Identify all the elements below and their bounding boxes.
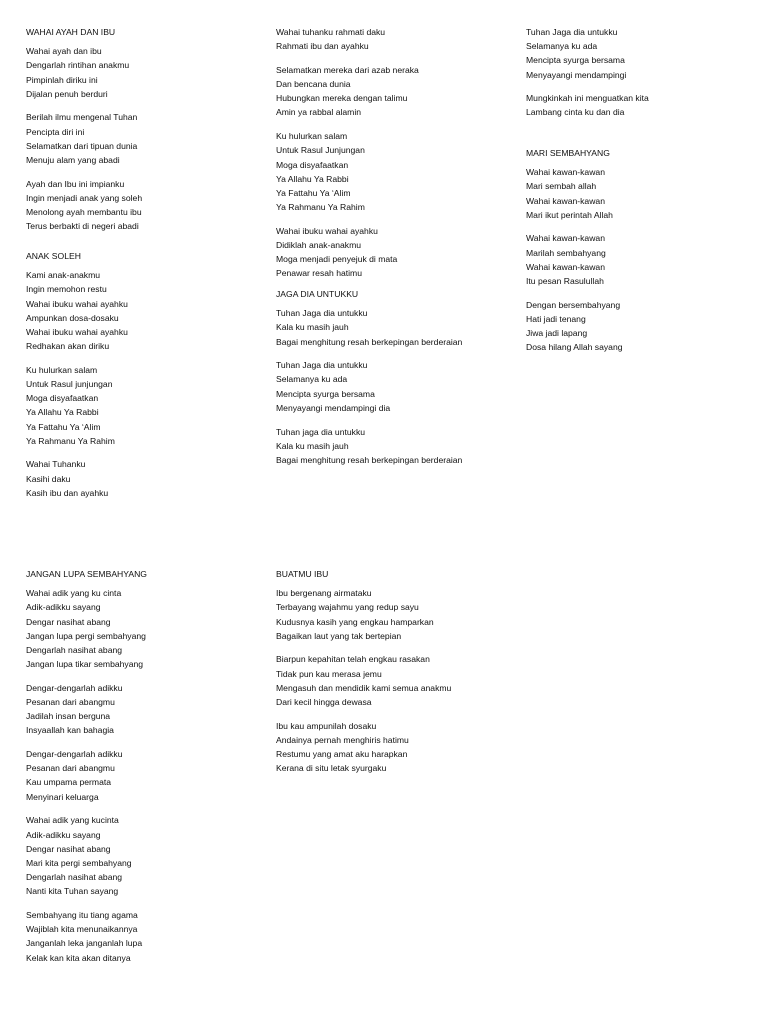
lyric-line: Selamatkan mereka dari azab neraka: [276, 64, 419, 75]
lyric-line: Selamanya ku ada: [526, 41, 598, 52]
lyric-line: Wahai ibuku wahai ayahku: [276, 225, 378, 236]
lyric-line: Didiklah anak-anakmu: [276, 239, 362, 250]
section-wahai-tuhanku: [276, 25, 419, 290]
stanza: [276, 129, 419, 214]
stanza: [276, 224, 419, 281]
lyric-line: Berilah ilmu mengenal Tuhan: [26, 112, 138, 123]
section-title: JAGA DIA UNTUKKU: [276, 289, 359, 299]
section-tuhan-jaga-dia: [526, 25, 649, 129]
lyric-line: Ingin memohon restu: [26, 284, 107, 295]
lyric-line: Penawar resah hatimu: [276, 268, 362, 279]
lyric-line: Biarpun kepahitan telah engkau rasakan: [276, 654, 430, 665]
lyric-line: Jiwa jadi lapang: [526, 328, 588, 339]
lyric-line: Ya Allahu Ya Rabbi: [26, 407, 99, 418]
lyric-line: Mencipta syurga bersama: [276, 388, 375, 399]
lyric-line: Terbayang wajahmu yang redup sayu: [276, 602, 419, 613]
stanza: [26, 908, 147, 965]
lyric-line: Dosa hilang Allah sayang: [526, 342, 623, 353]
lyric-line: Marilah sembahyang: [526, 247, 606, 258]
lyric-line: Kasih ibu dan ayahku: [26, 487, 109, 498]
lyric-line: Wahai kawan-kawan: [526, 167, 605, 178]
stanza: [526, 25, 649, 82]
lyric-line: Selamatkan dari tipuan dunia: [26, 140, 138, 151]
lyric-line: Tuhan Jaga dia untukku: [276, 360, 368, 371]
lyric-line: Jangan lupa tikar sembahyang: [26, 659, 144, 670]
stanza: [526, 231, 623, 288]
lyric-line: Insyaallah kan bahagia: [26, 725, 114, 736]
lyric-line: Ya Fattahu Ya ‘Alim: [26, 421, 101, 432]
lyric-line: Pencipta diri ini: [26, 126, 85, 137]
stanza: [26, 177, 142, 234]
lyric-line: Mari sembah allah: [526, 181, 597, 192]
lyric-line: Kala ku masih jauh: [276, 322, 349, 333]
lyric-line: Terus berbakti di negeri abadi: [26, 221, 139, 232]
stanza: [276, 25, 419, 53]
lyric-line: Menyinari keluarga: [26, 791, 99, 802]
lyric-line: Wahai ayah dan ibu: [26, 46, 102, 57]
stanza: [26, 747, 147, 804]
section-title: MARI SEMBAHYANG: [526, 148, 610, 158]
lyric-line: Dengarlah rintihan anakmu: [26, 60, 130, 71]
lyric-line: Pesanan dari abangmu: [26, 763, 115, 774]
stanza: [276, 425, 462, 468]
stanza: [26, 586, 147, 671]
stanza: [26, 813, 147, 898]
stanza: [26, 681, 147, 738]
lyric-line: Dengar nasihat abang: [26, 843, 111, 854]
lyric-line: Jadilah insan berguna: [26, 711, 111, 722]
lyric-line: Tuhan Jaga dia untukku: [276, 308, 368, 319]
stanza: [26, 110, 142, 167]
lyric-line: Wahai ibuku wahai ayahku: [26, 298, 128, 309]
section-title: WAHAI AYAH DAN IBU: [26, 27, 116, 37]
lyric-line: Wahai ibuku wahai ayahku: [26, 326, 128, 337]
lyric-line: Mari ikut perintah Allah: [526, 209, 613, 220]
lyric-line: Moga disyafaatkan: [26, 393, 99, 404]
lyric-line: Ayah dan Ibu ini impianku: [26, 178, 125, 189]
lyric-line: Wahai kawan-kawan: [526, 233, 605, 244]
section-jangan-lupa-sembahyang: [26, 567, 147, 974]
lyric-line: Ku hulurkan salam: [276, 131, 348, 142]
lyric-line: Ya Allahu Ya Rabbi: [276, 173, 349, 184]
lyric-line: Wahai kawan-kawan: [526, 195, 605, 206]
section-title: JANGAN LUPA SEMBAHYANG: [26, 569, 147, 579]
lyric-line: Selamanya ku ada: [276, 374, 348, 385]
section-jaga-dia-untukku: [276, 287, 462, 477]
stanza: [26, 363, 128, 448]
lyric-line: Kasihi daku: [26, 473, 71, 484]
lyric-line: Kudusnya kasih yang engkau hamparkan: [276, 616, 434, 627]
lyric-line: Dengar-dengarlah adikku: [26, 749, 123, 760]
lyric-line: Ya Fattahu Ya ‘Alim: [276, 187, 351, 198]
stanza: [276, 652, 451, 709]
lyric-line: Amin ya rabbal alamin: [276, 107, 362, 118]
lyric-line: Mungkinkah ini menguatkan kita: [526, 93, 649, 104]
lyric-line: Untuk Rasul junjungan: [26, 379, 113, 389]
stanza: [276, 586, 451, 643]
lyric-line: Ku hulurkan salam: [26, 364, 98, 375]
section-buatmu-ibu: [276, 567, 451, 785]
lyric-line: Bagaikan laut yang tak bertepian: [276, 630, 402, 641]
lyric-line: Hati jadi tenang: [526, 313, 586, 324]
lyric-line: Adik-adikku sayang: [26, 602, 101, 613]
stanza: [26, 44, 142, 101]
lyric-line: Rahmati ibu dan ayahku: [276, 41, 369, 52]
lyric-line: Dan bencana dunia: [276, 79, 351, 90]
lyric-line: Ibu bergenang airmataku: [276, 588, 372, 599]
lyric-line: Mengasuh dan mendidik kami semua anakmu: [276, 682, 452, 693]
lyric-line: Ya Rahmanu Ya Rahim: [26, 435, 115, 446]
lyric-line: Pimpinlah diriku ini: [26, 74, 98, 85]
lyric-line: Dengarlah nasihat abang: [26, 872, 123, 883]
lyric-line: Menolong ayah membantu ibu: [26, 207, 142, 218]
lyric-line: Wahai tuhanku rahmati daku: [276, 27, 386, 37]
lyric-line: Tidak pun kau merasa jemu: [276, 668, 382, 679]
lyric-line: Janganlah leka janganlah lupa: [26, 938, 143, 949]
lyric-line: Adik-adikku sayang: [26, 829, 101, 840]
lyric-line: Dengarlah nasihat abang: [26, 644, 123, 655]
lyric-line: Sembahyang itu tiang agama: [26, 909, 138, 920]
lyric-line: Wahai adik yang kucinta: [26, 815, 119, 826]
stanza: [526, 298, 623, 355]
lyric-line: Kau umpama permata: [26, 777, 112, 788]
lyric-line: Tuhan Jaga dia untukku: [526, 27, 618, 37]
lyric-line: Ya Rahmanu Ya Rahim: [276, 202, 365, 213]
stanza: [276, 358, 462, 415]
lyric-line: Ibu kau ampunilah dosaku: [276, 720, 377, 731]
lyric-line: Lambang cinta ku dan dia: [526, 107, 625, 118]
section-title: BUATMU IBU: [276, 569, 329, 579]
lyric-line: Wajiblah kita menunaikannya: [26, 924, 138, 935]
lyric-line: Dari kecil hingga dewasa: [276, 697, 372, 707]
stanza: [276, 306, 462, 349]
lyric-line: Dijalan penuh berduri: [26, 88, 108, 99]
lyric-line: Kelak kan kita akan ditanya: [26, 952, 131, 963]
stanza: [276, 63, 419, 120]
lyric-line: Nanti kita Tuhan sayang: [26, 886, 119, 897]
stanza: [526, 165, 623, 222]
lyric-line: Itu pesan Rasulullah: [526, 276, 604, 286]
lyric-line: Kerana di situ letak syurgaku: [276, 763, 387, 774]
lyric-line: Moga disyafaatkan: [276, 159, 349, 170]
lyric-line: Ingin menjadi anak yang soleh: [26, 192, 143, 203]
lyric-line: Untuk Rasul Junjungan: [276, 145, 365, 156]
stanza: [26, 268, 128, 353]
lyric-line: Kami anak-anakmu: [26, 270, 101, 281]
lyric-line: Redhakan akan diriku: [26, 341, 110, 352]
lyric-line: Mari kita pergi sembahyang: [26, 857, 132, 868]
lyric-line: Menuju alam yang abadi: [26, 155, 120, 165]
section-anak-soleh: [26, 249, 128, 510]
lyric-line: Wahai kawan-kawan: [526, 261, 605, 272]
lyric-line: Ampunkan dosa-dosaku: [26, 312, 119, 323]
lyric-line: Dengan bersembahyang: [526, 299, 621, 310]
lyric-line: Andainya pernah menghiris hatimu: [276, 734, 409, 745]
lyric-line: Tuhan jaga dia untukku: [276, 426, 366, 437]
section-title: ANAK SOLEH: [26, 251, 81, 261]
section-wahai-ayah-dan-ibu: [26, 25, 142, 243]
stanza: [26, 457, 128, 500]
lyric-line: Bagai menghitung resah berkepingan berderaian: [276, 454, 463, 465]
lyric-line: Hubungkan mereka dengan talimu: [276, 93, 408, 104]
lyric-line: Pesanan dari abangmu: [26, 697, 115, 707]
lyric-line: Wahai adik yang ku cinta: [26, 588, 122, 599]
stanza: [276, 719, 451, 776]
lyric-line: Bagai menghitung resah berkepingan berderaian: [276, 336, 463, 347]
lyric-line: Menyayangi mendampingi: [526, 69, 627, 80]
lyric-line: Wahai Tuhanku: [26, 459, 86, 470]
lyric-line: Dengar-dengarlah adikku: [26, 682, 123, 693]
lyric-line: Mencipta syurga bersama: [526, 55, 625, 66]
stanza: [526, 91, 649, 119]
lyric-line: Restumu yang amat aku harapkan: [276, 749, 408, 760]
section-mari-sembahyang: [526, 146, 623, 364]
lyric-line: Kala ku masih jauh: [276, 440, 349, 451]
lyric-line: Menyayangi mendampingi dia: [276, 402, 391, 413]
lyric-line: Dengar nasihat abang: [26, 616, 111, 627]
lyric-line: Jangan lupa pergi sembahyang: [26, 630, 146, 641]
lyric-line: Moga menjadi penyejuk di mata: [276, 254, 398, 265]
